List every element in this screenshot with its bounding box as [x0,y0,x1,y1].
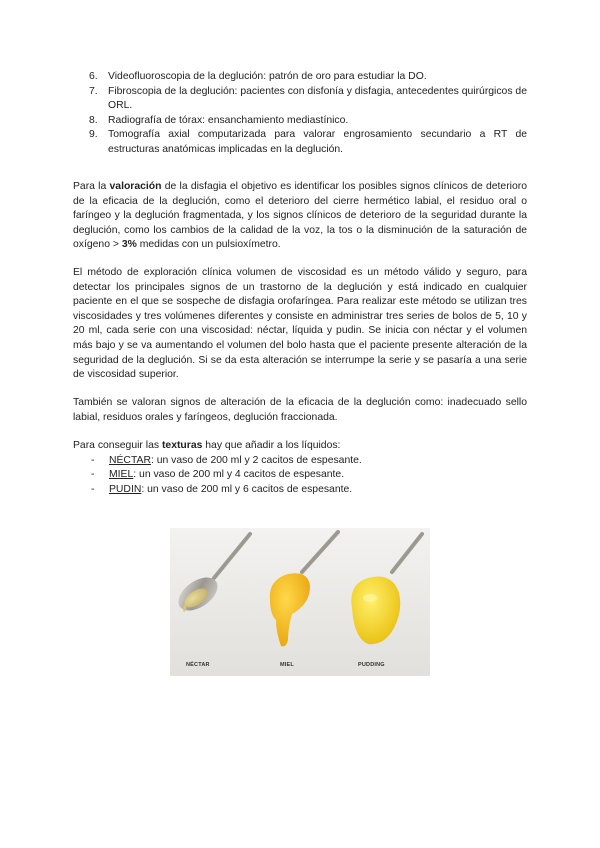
metodo-paragraph: El método de exploración clínica volumen de viscosidad es un método válido y seguro, para detectar los principales signos de un trastorno de la deglución y está indicado en cualquier paciente en el que se sospeche de disfagia orofaríngea. Para realizar este método se utilizan tres viscosidades y tres volúmenes diferentes y consiste en administrar tres series de bolos de 5, 10 y 20 ml, cada serie con una viscosidad: néctar, líquida y pudin. Se inicia con néctar y el volumen más bajo y se va aumentando el volumen del bolo hasta que el paciente presente alteración de la seguridad de la deglución. Si se da esta alteración se interrumpe la serie y se pasaría a una serie de viscosidad superior. [73,267,527,381]
texture-name: MIEL [109,469,134,481]
list-number: 9. [89,129,98,141]
pudin-highlight [363,594,377,602]
valoracion-paragraph: Para la valoración de la disfagia el objetivo es identificar los posibles signos clínicos de deterioro de la eficacia de la deglución, como el deterioro del cierre hermético labial, el residuo oral o faríngeo y la deglución fragmentada, y los signos clínicos de deterioro de la seguridad durante la deglución, como los cambios de la calidad de la voz, la tos o la disminución de la saturación de oxígeno > 3% medidas con un pulsioxímetro. [73,181,527,251]
list-item: - PUDIN: un vaso de 200 ml y 6 cacitos de espesante. [91,483,353,495]
caption-miel: MIEL [280,662,294,668]
metodo-paragraph-block [73,266,527,383]
list-item [73,70,527,85]
bold-term: 3% [121,239,137,251]
list-item: - MIEL: un vaso de 200 ml y 4 cacitos de espesante. [91,469,345,481]
list-text: Radiografía de tórax: ensanchamiento mediastínico. [108,114,349,126]
list-number: 6. [89,71,98,82]
list-item [73,128,527,157]
bold-term: valoración [109,181,162,192]
bold-term: texturas [161,440,203,451]
exam-list [73,70,527,158]
caption-nectar: NÉCTAR [186,662,210,668]
eficacia-paragraph-block [73,396,527,425]
texture-name: NÉCTAR [109,454,151,466]
list-text: Tomografía axial computarizada para valorar engrosamiento secundario a RT de estructuras anatómicas implicadas en la deglución. [108,129,527,155]
caption-pudin: PUDDING [358,662,385,668]
list-number: 7. [89,85,98,97]
valoracion-paragraph-block [73,180,527,253]
texturas-block [73,439,527,497]
texturas-intro: Para conseguir las texturas hay que añadir a los líquidos: [73,440,341,451]
eficacia-paragraph: También se valoran signos de alteración de la eficacia de la deglución como: inadecuado sello labial, residuos orales y faríngeos, deglución fraccionada. [73,397,527,423]
list-number: 8. [89,114,98,126]
list-text: Fibroscopia de la deglución: pacientes con disfonía y disfagia, antecedentes quirúrgicos de ORL. [108,85,527,112]
list-item [73,85,527,114]
texture-name: PUDIN [109,483,142,495]
list-text: Videofluoroscopia de la deglución: patrón de oro para estudiar la DO. [108,71,427,82]
spoons-figure [170,528,430,676]
exam-list-block [73,70,527,158]
list-item [73,114,527,129]
textures-list [73,454,527,498]
list-item: - NÉCTAR: un vaso de 200 ml y 2 cacitos de espesante. [91,454,362,466]
